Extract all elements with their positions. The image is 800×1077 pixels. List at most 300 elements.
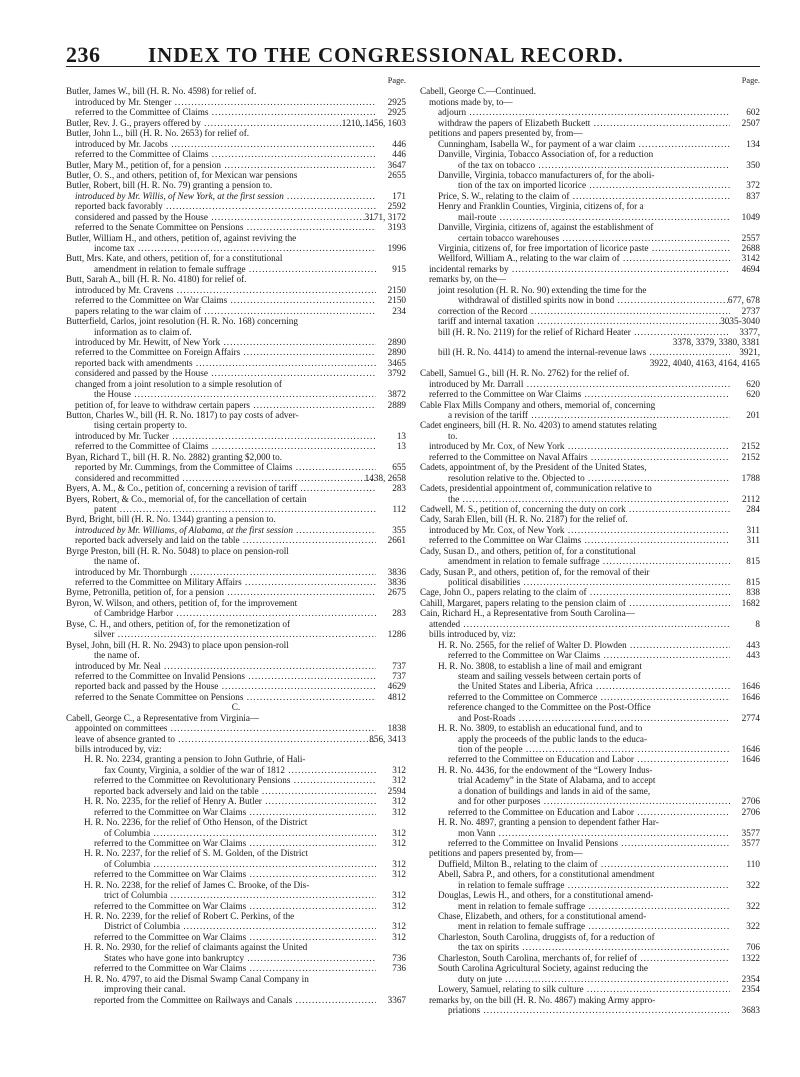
- entry-page: 312: [392, 858, 406, 869]
- entry-page: 1646: [741, 754, 760, 765]
- entry-text: referred to the Committee on War Claims .....: [66, 932, 376, 942]
- entry-text: referred to the Committee on War Claims .....: [66, 295, 376, 305]
- index-entry: [66, 170, 406, 180]
- index-entry: [420, 734, 760, 744]
- index-entry: [420, 264, 760, 274]
- entry-page: 312: [392, 796, 406, 807]
- index-entry: [66, 567, 406, 577]
- entry-page: 13: [396, 430, 406, 441]
- entry-page: 2152: [741, 441, 760, 452]
- index-entry: [66, 473, 406, 483]
- entry-text: Price, S. W., relating to the claim of .....: [420, 191, 730, 201]
- entry-text: referred to the Committee on War Claims .....: [420, 389, 730, 399]
- entry-text: Charleston, South Carolina, merchants of, for relief of .....: [420, 953, 730, 963]
- entry-text: petitions and papers presented by, from—: [429, 848, 583, 859]
- page-number: 236: [66, 42, 101, 67]
- entry-page: 3577: [741, 837, 760, 848]
- index-entry: [420, 160, 760, 170]
- entry-text: referred to the Committee on War Claims .....: [66, 963, 376, 973]
- entry-text: Danville, Virginia, Tobacco Association of, for a reduction: [438, 149, 654, 160]
- index-entry: [420, 441, 760, 451]
- entry-page: 2557: [741, 232, 760, 243]
- index-entry: [420, 525, 760, 535]
- entry-page: 312: [392, 837, 406, 848]
- index-entry: [66, 327, 406, 337]
- entry-text: referred to the Committee of Claims .....: [66, 149, 376, 159]
- entry-text: the name of.: [94, 556, 140, 567]
- index-entry: [66, 608, 406, 618]
- entry-text: introduced by Mr. Willis, of New York, at the first session .....: [66, 191, 376, 201]
- entry-page: 1286: [387, 629, 406, 640]
- entry-text: Byers, Robert, & Co., memorial of, for the cancellation of certain: [66, 493, 307, 504]
- entry-text: reported back adversely and laid on the table .....: [66, 535, 376, 545]
- index-entry: [66, 76, 406, 86]
- entry-text: Butler, Rev. J. G., prayers offered by .....: [66, 118, 376, 128]
- index-entry: [420, 640, 760, 650]
- entry-text: introduced by Mr. Thornburgh .....: [66, 567, 376, 577]
- entry-text: introduced by Mr. Neal .....: [66, 661, 376, 671]
- index-entry: [66, 702, 406, 712]
- entry-text: patent .....: [66, 504, 376, 514]
- index-entry: [66, 713, 406, 723]
- index-entry: [420, 577, 760, 587]
- entry-text: introduced by Mr. Williams, of Alabama, at the first session .....: [66, 525, 376, 535]
- entry-page: 2152: [741, 451, 760, 462]
- index-entry: [66, 97, 406, 107]
- entry-text: introduced by Mr. Stenger .....: [66, 97, 376, 107]
- entry-page: 3193: [387, 222, 406, 233]
- entry-text: reported back favorably .....: [66, 201, 376, 211]
- index-entry: [66, 504, 406, 514]
- entry-page: 4629: [387, 681, 406, 692]
- index-entry: [66, 671, 406, 681]
- index-entry: [420, 556, 760, 566]
- entry-text: Charleston, South Carolina, druggists of, for a reduction of: [438, 931, 655, 942]
- entry-text: withdraw the papers of Elizabeth Buckett .....: [420, 118, 730, 128]
- entry-page: 2655: [387, 169, 406, 180]
- entry-text: H. R. No. 2239, for the relief of Robert C. Perkins, of the: [84, 911, 295, 921]
- index-entry: [420, 567, 760, 577]
- entry-page: 443: [746, 639, 760, 650]
- entry-text: introduced by Mr. Jacobs .....: [66, 139, 376, 149]
- entry-page: 815: [746, 556, 760, 567]
- index-entry: [66, 379, 406, 389]
- index-entry: [66, 901, 406, 911]
- entry-page: 3367: [387, 994, 406, 1005]
- entry-text: of Columbia .....: [66, 859, 376, 869]
- entry-text: bills introduced by, viz:: [429, 629, 516, 640]
- index-entry: [66, 921, 406, 931]
- index-entry: [420, 921, 760, 931]
- index-entry: [420, 859, 760, 869]
- index-entry: [420, 546, 760, 556]
- entry-text: improving their canal.: [104, 984, 186, 995]
- entry-text: Cady, Sarah Ellen, bill (H. R. No. 2187) for the relief of.: [420, 514, 628, 525]
- index-entry: [66, 974, 406, 984]
- entry-page: 3836: [387, 566, 406, 577]
- entry-page: 2890: [387, 347, 406, 358]
- index-entry: [420, 817, 760, 827]
- index-entry: [66, 963, 406, 973]
- entry-page: 446: [392, 138, 406, 149]
- entry-text: introduced by Mr. Cox, of New York .....: [420, 441, 730, 451]
- entry-page: 312: [392, 764, 406, 775]
- entry-text: Douglas, Lewis H., and others, for a constitutional amend-: [438, 890, 654, 901]
- index-entry: [66, 765, 406, 775]
- entry-text: H. R. No. 3809, to establish an educational fund, and to: [438, 723, 643, 734]
- entry-text: tariff and internal taxation .....: [420, 316, 730, 326]
- index-entry: [420, 452, 760, 462]
- index-entry: [66, 629, 406, 639]
- entry-text: Byrd, Bright, bill (H. R. No. 1344) granting a pension to.: [66, 514, 276, 525]
- index-entry: [420, 379, 760, 389]
- entry-text: of Cambridge Harbor .....: [66, 608, 376, 618]
- index-entry: [66, 222, 406, 232]
- index-entry: [420, 681, 760, 691]
- index-entry: [420, 848, 760, 858]
- entry-text: Butterfield, Carlos, joint resolution (H. R. No. 168) concerning: [66, 316, 298, 327]
- entry-page: 620: [746, 389, 760, 400]
- index-entry: [420, 587, 760, 597]
- index-entry: [420, 243, 760, 253]
- index-entry: [420, 170, 760, 180]
- index-entry: [420, 253, 760, 263]
- index-entry: [420, 619, 760, 629]
- index-entry: [420, 128, 760, 138]
- index-entry: [66, 661, 406, 671]
- entry-text: referred to the Committee on Naval Affairs .....: [420, 452, 730, 462]
- index-entry: [420, 139, 760, 149]
- entry-text: in relation to female suffrage .....: [420, 880, 730, 890]
- entry-text: Butler, William H., and others, petition of, against reviving the: [66, 232, 297, 243]
- entry-page: 1788: [741, 472, 760, 483]
- entry-page: 312: [392, 827, 406, 838]
- entry-page: 2354: [741, 984, 760, 995]
- index-entry: [66, 337, 406, 347]
- entry-text: adjourn .....: [420, 107, 730, 117]
- entry-text: introduced by Mr. Darrall .....: [420, 379, 730, 389]
- index-entry: [420, 358, 760, 368]
- entry-page: 284: [746, 503, 760, 514]
- entry-text: ment in relation to female suffrage .....: [420, 901, 730, 911]
- index-entry: [420, 786, 760, 796]
- entry-page: 201: [746, 410, 760, 420]
- index-entry: [66, 295, 406, 305]
- entry-text: referred to the Committee on War Claims .....: [66, 869, 376, 879]
- entry-page: 2661: [387, 535, 406, 546]
- entry-text: Byrne, Petronilla, petition of, for a pension .....: [66, 587, 376, 597]
- entry-page: 312: [392, 775, 406, 786]
- entry-text: Cabell, George C.—Continued.: [420, 86, 536, 97]
- entry-text: Cabell, Samuel G., bill (H. R. No. 2762) for the relief of.: [420, 368, 630, 379]
- index-entry: [420, 191, 760, 201]
- entry-page: 446: [392, 149, 406, 160]
- entry-text: H. R. No. 2237, for the relief of S. M. Golden, of the District: [84, 848, 309, 859]
- entry-text: mon Vann .....: [420, 828, 730, 838]
- index-entry: [420, 149, 760, 159]
- index-entry: [66, 180, 406, 190]
- index-entry: [420, 431, 760, 441]
- entry-text: Butler, James W., bill (H. R. No. 4598) for relief of.: [66, 86, 257, 97]
- index-entry: [66, 754, 406, 764]
- index-entry: [420, 629, 760, 639]
- entry-page: 2925: [387, 96, 406, 107]
- entry-text: reference changed to the Committee on the Post-Office: [448, 702, 651, 713]
- entry-text: apply the proceeds of the public lands to the educa-: [458, 733, 648, 744]
- page-column-heading: Page.: [741, 76, 760, 85]
- entry-page: 3647: [387, 159, 406, 170]
- entry-page: 234: [392, 305, 406, 316]
- entry-page: 3792: [387, 368, 406, 379]
- index-entry: [420, 86, 760, 96]
- index-entry: [66, 942, 406, 952]
- entry-page: 1838: [387, 723, 406, 734]
- index-entry: [66, 191, 406, 201]
- entry-page: 2706: [741, 806, 760, 817]
- entry-text: H. R. No. 4897, granting a pension to dependent father Har-: [438, 817, 659, 828]
- index-entry: [420, 462, 760, 472]
- index-column-right: [420, 76, 760, 1015]
- entry-page: 311: [746, 524, 760, 535]
- index-entry: [420, 796, 760, 806]
- entry-text: Button, Charles W., bill (H. R. No. 1817) to pay costs of adver-: [66, 410, 299, 420]
- index-entry: [66, 389, 406, 399]
- entry-page: 3142: [741, 253, 760, 264]
- entry-text: the tax on spirits .....: [420, 942, 730, 952]
- entry-text: H. R. No. 2234, granting a pension to John Guthrie, of Hali-: [84, 754, 306, 765]
- page-title: INDEX TO THE CONGRESSIONAL RECORD.: [148, 43, 624, 67]
- entry-text: Lowery, Samuel, relating to silk culture .....: [420, 984, 730, 994]
- entry-text: changed from a joint resolution to a simple resolution of: [75, 378, 282, 389]
- index-entry: [420, 775, 760, 785]
- entry-text: steam and sailing vessels between certain ports of: [458, 670, 641, 681]
- entry-page: 1646: [741, 691, 760, 702]
- entry-page: 283: [392, 483, 406, 494]
- entry-page: 2592: [387, 201, 406, 212]
- entry-page: 312: [392, 869, 406, 880]
- index-entry: [66, 160, 406, 170]
- entry-page: 2112: [741, 493, 760, 504]
- index-entry: [66, 431, 406, 441]
- entry-page: 3377,: [739, 326, 760, 337]
- entry-text: considered and passed by the House .....: [66, 212, 376, 222]
- index-entry: [66, 253, 406, 263]
- entry-text: the name of.: [94, 650, 140, 661]
- index-entry: [66, 744, 406, 754]
- entry-text: States who have gone into bankruptcy .....: [66, 953, 376, 963]
- entry-page: 322: [746, 879, 760, 890]
- entry-text: reported back adversely and laid on the table .....: [66, 786, 376, 796]
- index-entry: [420, 661, 760, 671]
- index-entry: [66, 723, 406, 733]
- entry-text: South Carolina Agricultural Society, against reducing the: [438, 963, 648, 974]
- index-entry: [420, 869, 760, 879]
- index-entry: [420, 504, 760, 514]
- entry-text: considered and recommitted .....: [66, 473, 376, 483]
- entry-page: 3872: [387, 389, 406, 400]
- index-entry: [420, 274, 760, 284]
- entry-text: Wellford, William A., relating to the war claim of .....: [420, 253, 730, 263]
- entry-text: ment in relation to female suffrage .....: [420, 921, 730, 931]
- entry-text: introduced by Mr. Cox, of New York .....: [420, 525, 730, 535]
- index-entry: [420, 807, 760, 817]
- entry-page: 2688: [741, 243, 760, 253]
- index-entry: [66, 514, 406, 524]
- entry-page: 856, 3413: [369, 733, 406, 744]
- entry-page: 322: [746, 900, 760, 911]
- entry-page: 1646: [741, 744, 760, 754]
- index-entry: [420, 494, 760, 504]
- entry-page: 443: [746, 650, 760, 661]
- entry-text: of Columbia .....: [66, 828, 376, 838]
- index-entry: [420, 942, 760, 952]
- entry-text: papers relating to the war claim of .....: [66, 306, 376, 316]
- index-column-left: [66, 76, 406, 1005]
- entry-text: the House .....: [66, 389, 376, 399]
- entry-page: 655: [392, 462, 406, 473]
- index-entry: [420, 911, 760, 921]
- entry-page: 602: [746, 107, 760, 118]
- entry-text: Butler, O. S., and others, petition of, for Mexican war pensions: [66, 169, 298, 180]
- index-entry: [420, 754, 760, 764]
- index-entry: [420, 514, 760, 524]
- entry-text: trict of Columbia .....: [66, 890, 376, 900]
- index-entry: [420, 389, 760, 399]
- entry-page: 1996: [387, 243, 406, 253]
- entry-text: the United States and Liberia, Africa .....: [420, 681, 730, 691]
- index-entry: [66, 786, 406, 796]
- entry-text: referred to the Committee on Invalid Pensions .....: [66, 671, 376, 681]
- entry-page: 2675: [387, 587, 406, 598]
- index-entry: [66, 483, 406, 493]
- index-entry: [66, 233, 406, 243]
- entry-page: 620: [746, 378, 760, 389]
- entry-page: 915: [392, 263, 406, 274]
- index-entry: [420, 765, 760, 775]
- entry-text: Virginia, citizens of, for free importation of licorice paste .....: [420, 243, 730, 253]
- entry-page: 13: [396, 441, 406, 452]
- index-entry: [420, 400, 760, 410]
- index-entry: [420, 692, 760, 702]
- entry-text: Butt, Sarah A., bill (H. R. No. 4180) for relief of.: [66, 274, 247, 285]
- index-entry: [420, 118, 760, 128]
- index-entry: [66, 535, 406, 545]
- entry-page: 2594: [387, 785, 406, 796]
- entry-text: H. R. No. 2236, for the relief of Otho Henson, of the District: [84, 817, 308, 828]
- index-entry: [66, 452, 406, 462]
- index-entry: [420, 995, 760, 1005]
- entry-text: Danville, Virginia, citizens of, against the establishment of: [438, 222, 654, 233]
- entry-page: 4812: [387, 691, 406, 702]
- entry-page: 2150: [387, 295, 406, 306]
- index-entry: [66, 640, 406, 650]
- index-entry: [420, 713, 760, 723]
- entry-text: Cahill, Margaret, papers relating to the pension claim of .....: [420, 598, 730, 608]
- entry-text: referred to the Committee on War Claims .....: [420, 535, 730, 545]
- entry-page: 4694: [741, 263, 760, 274]
- entry-page: 2890: [387, 336, 406, 347]
- entry-page: 706: [746, 942, 760, 953]
- entry-text: reported back and passed by the House .....: [66, 681, 376, 691]
- index-entry: [420, 368, 760, 378]
- index-entry: [420, 420, 760, 430]
- index-entry: [66, 201, 406, 211]
- entry-text: to.: [448, 430, 458, 441]
- index-entry: [66, 817, 406, 827]
- index-entry: [66, 285, 406, 295]
- index-entry: [420, 953, 760, 963]
- entry-text: Cadet engineers, bill (H. R. No. 4203) to amend statutes relating: [420, 420, 657, 431]
- entry-text: H. R. No. 4797, to aid the Dismal Swamp Canal Company in: [84, 973, 309, 984]
- index-entry: [420, 880, 760, 890]
- index-entry: [420, 963, 760, 973]
- entry-text: reported by Mr. Cummings, from the Committee of Claims .....: [66, 462, 376, 472]
- index-entry: [66, 274, 406, 284]
- entry-page: 283: [392, 608, 406, 619]
- entry-text: withdrawal of distilled spirits now in bond .....: [420, 295, 730, 305]
- index-entry: [420, 107, 760, 117]
- index-entry: [420, 974, 760, 984]
- index-entry: [420, 316, 760, 326]
- entry-page: 1049: [741, 211, 760, 222]
- entry-page: 737: [392, 660, 406, 671]
- entry-text: Cabell, George C., a Representative from Virginia—: [66, 712, 260, 723]
- entry-text: Abell, Sabra P., and others, for a constitutional amendment: [438, 869, 655, 880]
- entry-page: 677, 678: [727, 295, 760, 306]
- index-entry: [420, 671, 760, 681]
- index-entry: [420, 180, 760, 190]
- index-entry: [420, 650, 760, 660]
- entry-page: 312: [392, 931, 406, 942]
- entry-text: income tax .....: [66, 243, 376, 253]
- index-entry: [66, 890, 406, 900]
- index-entry: [420, 295, 760, 305]
- index-entry: [66, 107, 406, 117]
- entry-text: reported from the Committee on Railways and Canals .....: [66, 995, 376, 1005]
- entry-text: certain tobacco warehouses .....: [420, 233, 730, 243]
- entry-text: Chase, Elizabeth, and others, for a constitutional amend-: [438, 911, 647, 921]
- entry-text: Butler, Mary M., petition of, for a pension .....: [66, 160, 376, 170]
- index-entry: [66, 441, 406, 451]
- entry-text: referred to the Committee on War Claims .....: [66, 807, 376, 817]
- index-entry: [66, 838, 406, 848]
- index-entry: [420, 890, 760, 900]
- index-entry: [420, 1005, 760, 1015]
- entry-page: 372: [746, 180, 760, 191]
- entry-text: Cadwell, M. S., petition of, concerning the duty on cork .....: [420, 504, 730, 514]
- index-entry: [420, 76, 760, 86]
- entry-text: bill (H. R. No. 2119) for the relief of Richard Heater .....: [420, 327, 730, 337]
- entry-text: referred to the Committee of Claims .....: [66, 107, 376, 117]
- entry-page: 171: [392, 190, 406, 201]
- index-entry: [420, 723, 760, 733]
- entry-text: resolution relative to the. Objected to .....: [420, 473, 730, 483]
- index-entry: [66, 587, 406, 597]
- entry-text: a donation of buildings and lands in aid of the same,: [458, 785, 651, 796]
- entry-page: 3035-3040: [720, 316, 760, 327]
- entry-page: 311: [746, 535, 760, 546]
- index-entry: [66, 598, 406, 608]
- entry-text: fax County, Virginia, a soldier of the war of 1812 .....: [66, 765, 376, 775]
- index-entry: [66, 128, 406, 138]
- entry-text: H. R. No. 4436, for the endowment of the “Lowery Indus-: [438, 764, 653, 775]
- entry-text: remarks by, on the bill (H. R. No. 4867) making Army appro-: [429, 994, 656, 1005]
- index-entry: [420, 201, 760, 211]
- entry-page: 837: [746, 190, 760, 201]
- entry-text: Cain, Richard H., a Representative from South Carolina—: [420, 608, 635, 619]
- entry-text: Byse, C. H., and others, petition of, for the remonetization of: [66, 618, 291, 629]
- entry-page: 2925: [387, 107, 406, 118]
